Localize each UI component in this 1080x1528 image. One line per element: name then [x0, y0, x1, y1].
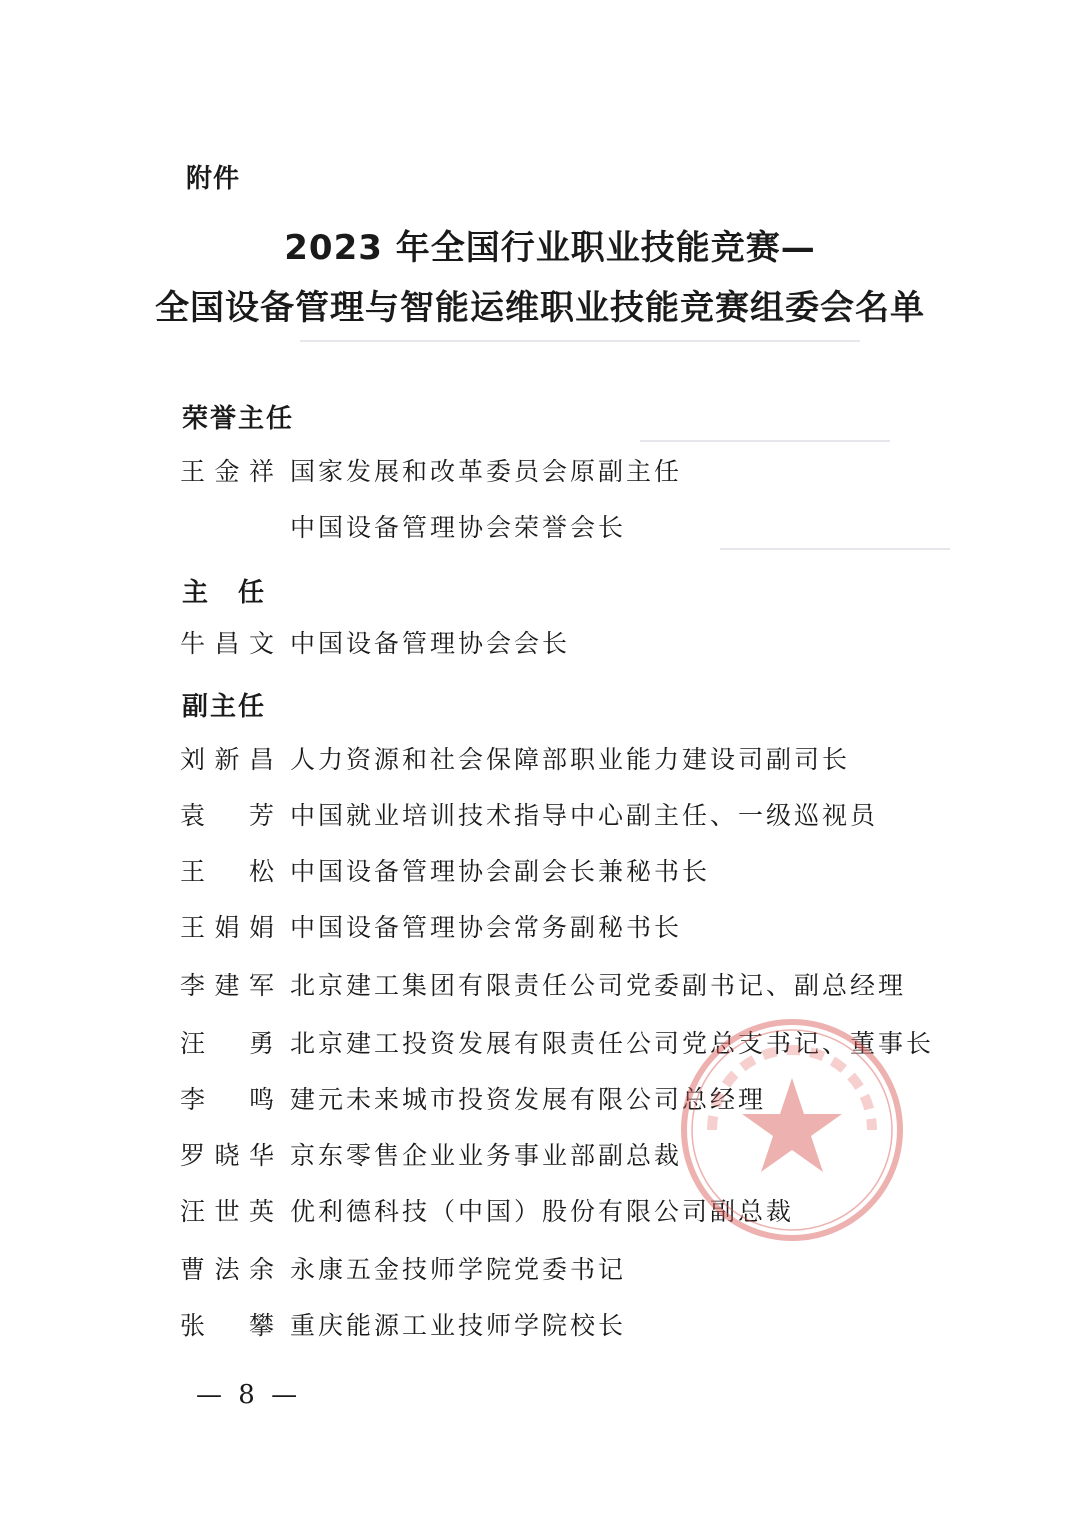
member-name: 汪世英: [180, 1197, 276, 1226]
member-name: 刘新昌: [180, 745, 276, 774]
member-title: 中国设备管理协会会长: [290, 629, 571, 658]
attachment-label: 附件: [186, 164, 241, 194]
section-heading-director: 主 任: [182, 578, 267, 608]
member-name: 曹法余: [180, 1255, 276, 1284]
member-name: 李 鸣: [180, 1085, 276, 1114]
member-name: 袁 芳: [180, 801, 276, 830]
member-title: 北京建工投资发展有限责任公司党总支书记、董事长: [290, 1029, 935, 1058]
member-title: 永康五金技师学院党委书记: [290, 1255, 627, 1284]
member-title: 中国设备管理协会荣誉会长: [290, 513, 627, 542]
document-title-line-1: 2023 年全国行业职业技能竞赛—: [284, 228, 816, 268]
bleed-through-mark: [640, 440, 890, 442]
member-name: 王金祥: [180, 457, 276, 486]
member-title: 北京建工集团有限责任公司党委副书记、副总经理: [290, 971, 907, 1000]
member-title: 优利德科技（中国）股份有限公司副总裁: [290, 1197, 795, 1226]
bleed-through-mark: [720, 548, 950, 550]
document-title-line-2: 全国设备管理与智能运维职业技能竞赛组委会名单: [155, 288, 925, 328]
member-name: 王 松: [180, 857, 276, 886]
member-title: 国家发展和改革委员会原副主任: [290, 457, 683, 486]
member-name: 王娟娟: [180, 913, 276, 942]
member-title: 中国设备管理协会副会长兼秘书长: [290, 857, 711, 886]
member-title: 重庆能源工业技师学院校长: [290, 1311, 627, 1340]
bleed-through-mark: [300, 340, 860, 342]
member-title: 人力资源和社会保障部职业能力建设司副司长: [290, 745, 851, 774]
page-number: — 8 —: [196, 1380, 302, 1410]
member-name: 牛昌文: [180, 629, 276, 658]
section-heading-deputy-director: 副主任: [182, 692, 267, 722]
member-name: 张 攀: [180, 1311, 276, 1340]
member-name: 汪 勇: [180, 1029, 276, 1058]
member-title: 建元未来城市投资发展有限公司总经理: [290, 1085, 767, 1114]
member-name: 李建军: [180, 971, 276, 1000]
member-name: 罗晓华: [180, 1141, 276, 1170]
section-heading-honorary-director: 荣誉主任: [182, 404, 295, 434]
member-title: 中国设备管理协会常务副秘书长: [290, 913, 683, 942]
member-title: 中国就业培训技术指导中心副主任、一级巡视员: [290, 801, 879, 830]
member-title: 京东零售企业业务事业部副总裁: [290, 1141, 683, 1170]
